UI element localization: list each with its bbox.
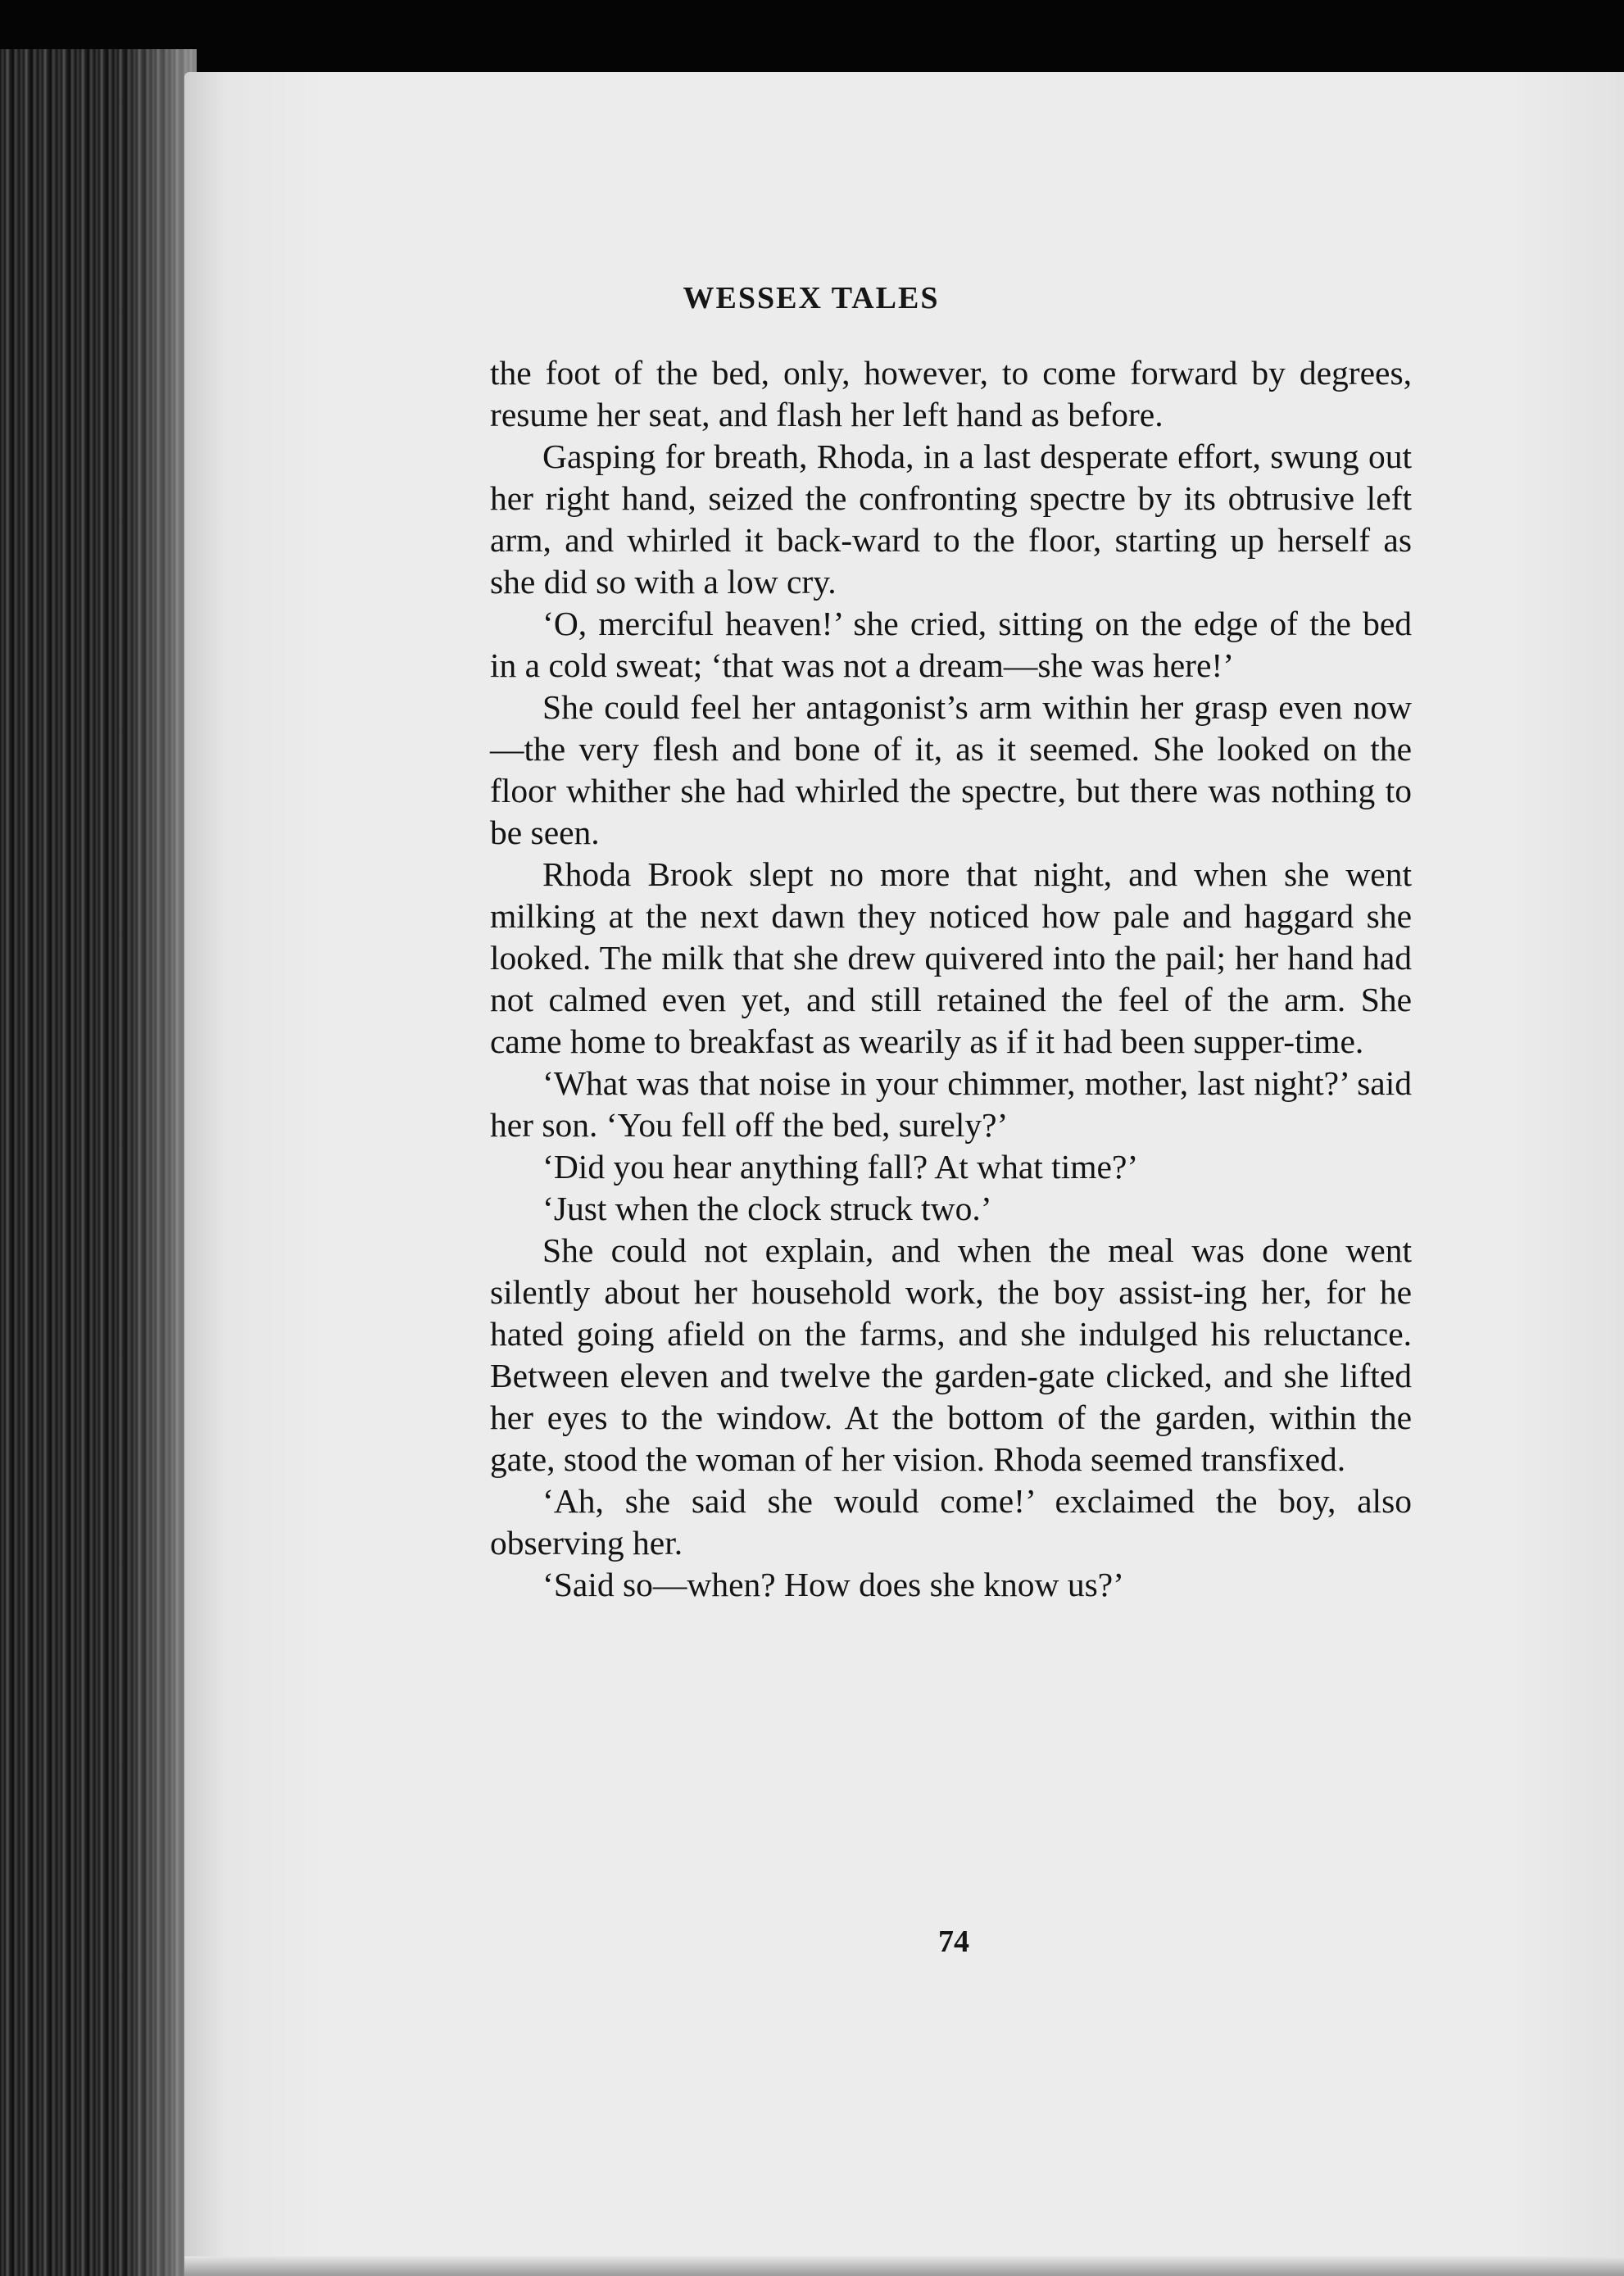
paragraph: She could not explain, and when the meal was done went silently about her household work, the boy assist-ing her, for he hated going afield on the farms, and she indulged his reluctance. Between eleven and twelve the garden-gate clicked, and she lifted her eyes to the window. At the bottom of the garden, within the gate, stood the woman of her vision. Rhoda seemed transfixed. — [490, 1231, 1412, 1478]
paragraph: ‘O, merciful heaven!’ she cried, sitting on the edge of the bed in a cold sweat; ‘that was not a dream—she was here!’ — [490, 605, 1412, 684]
paragraph: She could feel her antagonist’s arm within her grasp even now—the very flesh and bone of it, as it seemed. She looked on the floor whither she had whirled the spectre, but there was nothing to be seen. — [490, 688, 1412, 851]
paragraph: ‘Ah, she said she would come!’ exclaimed the boy, also observing her. — [490, 1482, 1412, 1562]
page-edge — [184, 2256, 1624, 2276]
paragraph: ‘Just when the clock struck two.’ — [542, 1190, 992, 1227]
paragraph: ‘Did you hear anything fall? At what time?’ — [542, 1148, 1139, 1186]
paragraph: the foot of the bed, only, however, to come forward by degrees, resume her seat, and flash her left hand as before. — [490, 354, 1412, 433]
paragraph: Gasping for breath, Rhoda, in a last desperate effort, swung out her right hand, seized the confronting spectre by its obtrusive left arm, and whirled it back-ward to the floor, starting up herself as she did so with a low cry. — [490, 438, 1412, 601]
paragraph: Rhoda Brook slept no more that night, and when she went milking at the next dawn they noticed how pale and haggard she looked. The milk that she drew quivered into the pail; her hand had not calmed even yet, and still retained the feel of the arm. She came home to breakfast as wearily as if it had been supper-time. — [490, 855, 1412, 1060]
paragraph: ‘What was that noise in your chimmer, mother, last night?’ said her son. ‘You fell off the bed, surely?’ — [490, 1064, 1412, 1144]
body-text — [490, 352, 1412, 1606]
page-number: 74 — [938, 1925, 969, 1959]
paragraph: ‘Said so—when? How does she know us?’ — [542, 1566, 1124, 1603]
running-head: WESSEX TALES — [683, 281, 940, 315]
